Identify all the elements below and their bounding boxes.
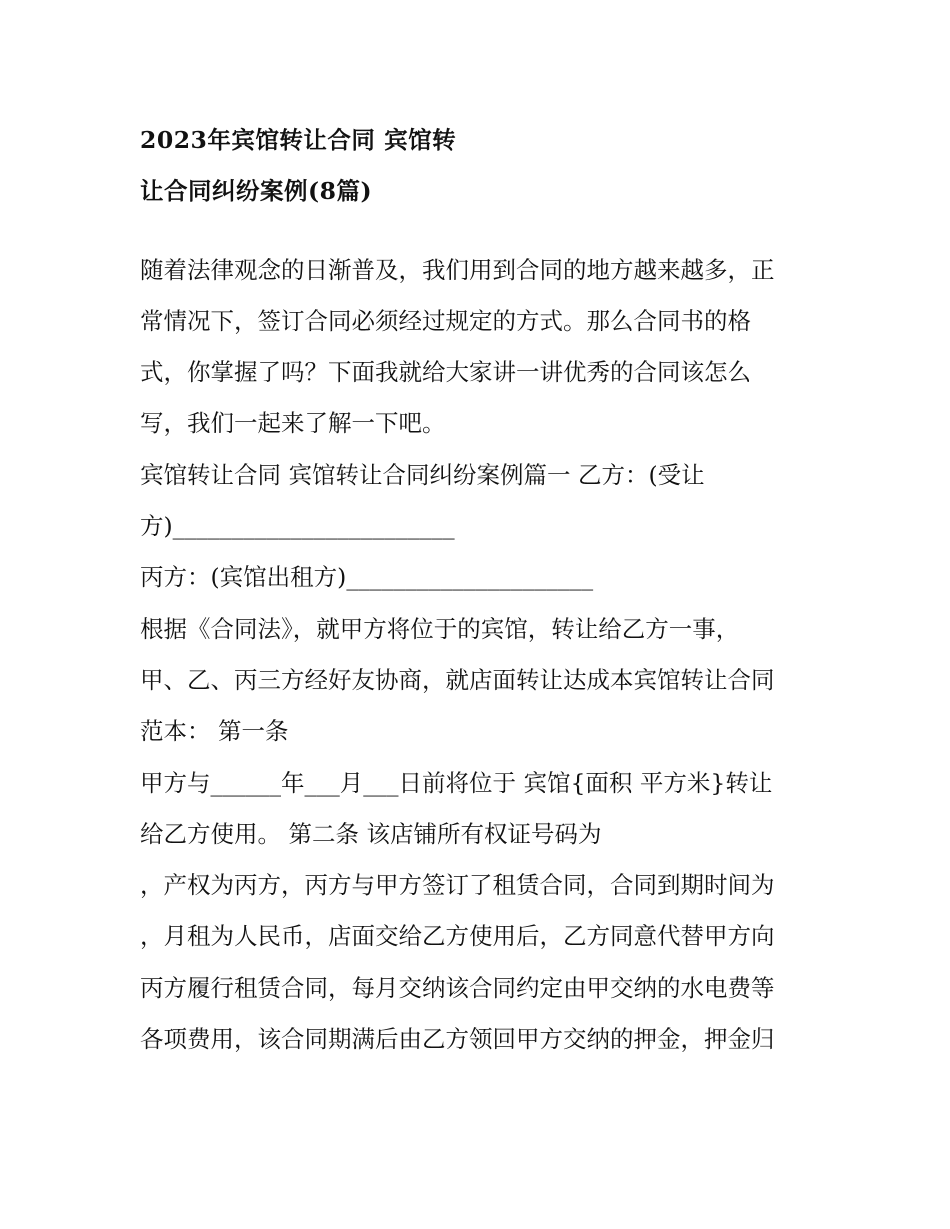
body-line: 甲、乙、丙三方经好友协商，就店面转让达成本宾馆转让合同 (140, 665, 775, 694)
body-line: 各项费用，该合同期满后由乙方领回甲方交纳的押金，押金归 (140, 1025, 775, 1054)
body-line: 范本： 第一条 (140, 717, 289, 746)
document-body (140, 245, 820, 1066)
body-line: 宾馆转让合同 宾馆转让合同纠纷案例篇一 乙方：(受让 (140, 460, 705, 489)
body-line: 丙方：(宾馆出租方)_____________________ (140, 563, 594, 592)
body-line: 甲方与______年___月___日前将位于 宾馆{面积 平方米}转让 (140, 768, 773, 797)
body-line: 写，我们一起来了解一下吧。 (140, 409, 446, 438)
body-line: 给乙方使用。 第二条 该店铺所有权证号码为 (140, 819, 602, 848)
document-title (140, 115, 800, 218)
body-line: 随着法律观念的日渐普及，我们用到合同的地方越来越多，正 (140, 255, 775, 284)
title-line-1: 2023年宾馆转让合同 宾馆转 (140, 126, 457, 154)
body-line: 常情况下，签订合同必须经过规定的方式。那么合同书的格 (140, 306, 751, 335)
body-line: ，产权为丙方，丙方与甲方签订了租赁合同，合同到期时间为 (140, 871, 775, 900)
body-line: 丙方履行租赁合同，每月交纳该合同约定由甲交纳的水电费等 (140, 973, 775, 1002)
body-line: ，月租为人民币，店面交给乙方使用后，乙方同意代替甲方向 (140, 922, 775, 951)
document-page (140, 115, 820, 1065)
title-line-2: 让合同纠纷案例(8篇) (140, 177, 373, 206)
body-line: 方)________________________ (140, 512, 455, 541)
body-line: 根据《合同法》，就甲方将位于的宾馆，转让给乙方一事， (140, 614, 740, 643)
body-line: 式，你掌握了吗？下面我就给大家讲一讲优秀的合同该怎么 (140, 358, 751, 387)
